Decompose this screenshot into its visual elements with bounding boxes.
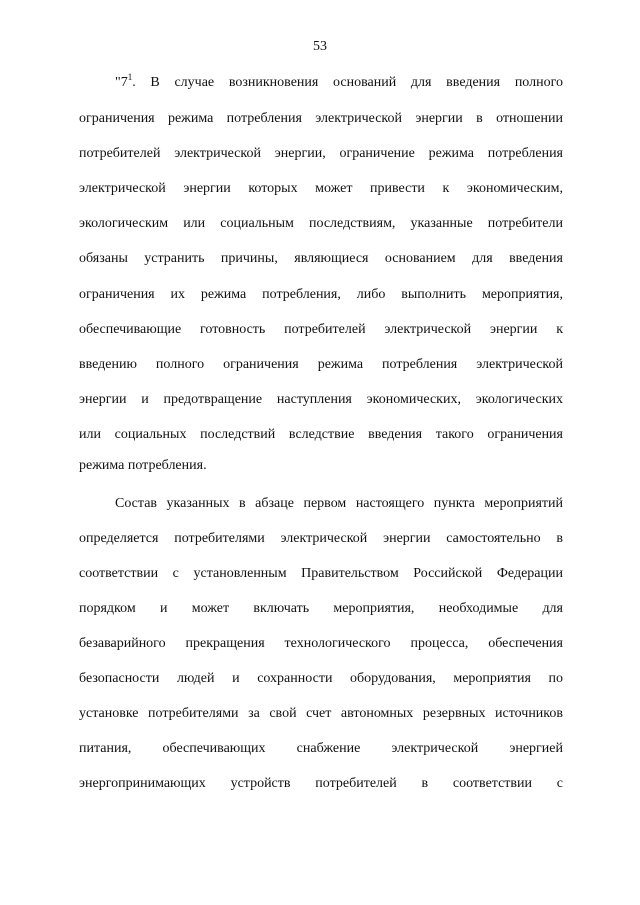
paragraph-2-line-8: питания, обеспечивающих снабжение электрической энергией xyxy=(79,741,563,756)
paragraph-1-line-6: обязаны устранить причины, являющиеся основанием для введения xyxy=(79,251,563,266)
paragraph-1-line-8: обеспечивающие готовность потребителей электрической энергии к xyxy=(79,322,563,337)
paragraph-1-line-12: режима потребления. xyxy=(79,458,207,473)
item-superscript: 1 xyxy=(127,72,133,82)
paragraph-1-line-7: ограничения их режима потребления, либо выполнить мероприятия, xyxy=(79,287,563,302)
paragraph-2-line-6: безопасности людей и сохранности оборудования, мероприятия по xyxy=(79,671,563,686)
item-number: "7 xyxy=(115,75,128,90)
page-number: 53 xyxy=(313,39,327,54)
paragraph-1-line-3: потребителей электрической энергии, ограничение режима потребления xyxy=(79,146,563,161)
paragraph-1-line-10: энергии и предотвращение наступления экономических, экологических xyxy=(79,392,563,407)
paragraph-1-line-1 xyxy=(115,73,563,93)
paragraph-1-line-2: ограничения режима потребления электрической энергии в отношении xyxy=(79,111,563,126)
paragraph-1-line-4: электрической энергии которых может привести к экономическим, xyxy=(79,181,563,196)
paragraph-2-line-3: соответствии с установленным Правительством Российской Федерации xyxy=(79,566,563,581)
paragraph-1-line-5: экологическим или социальным последствиям, указанные потребители xyxy=(79,216,563,231)
paragraph-1-line-9: введению полного ограничения режима потребления электрической xyxy=(79,357,563,372)
paragraph-2-line-9: энергопринимающих устройств потребителей в соответствии с xyxy=(79,776,563,791)
paragraph-2-line-7: установке потребителями за свой счет автономных резервных источников xyxy=(79,706,563,721)
paragraph-2-line-1: Состав указанных в абзаце первом настоящего пункта мероприятий xyxy=(115,496,563,511)
paragraph-1-line-1-text: . В случае возникновения оснований для введения полного xyxy=(132,75,563,90)
paragraph-2-line-4: порядком и может включать мероприятия, необходимые для xyxy=(79,601,563,616)
paragraph-2-line-5: безаварийного прекращения технологического процесса, обеспечения xyxy=(79,636,563,651)
paragraph-2-line-2: определяется потребителями электрической энергии самостоятельно в xyxy=(79,531,563,546)
paragraph-1-line-11: или социальных последствий вследствие введения такого ограничения xyxy=(79,427,563,442)
